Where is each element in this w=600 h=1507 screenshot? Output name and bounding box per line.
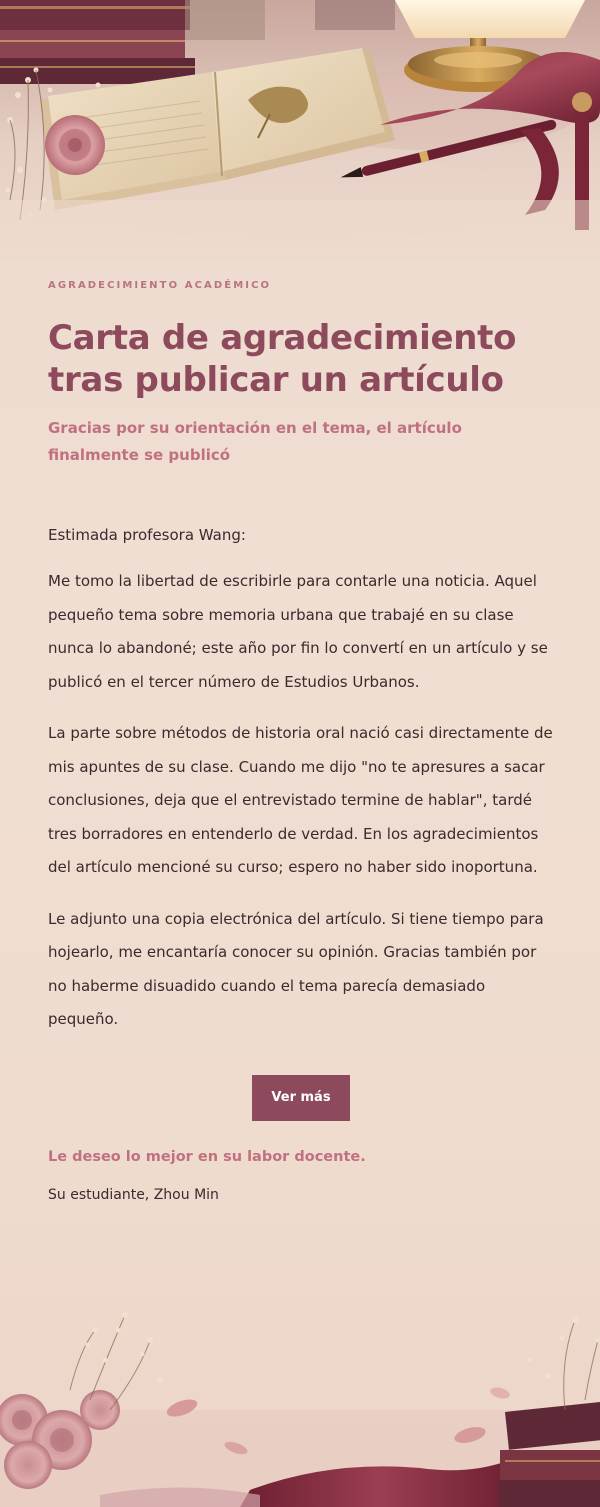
header-illustration — [0, 0, 600, 260]
body-paragraph-2: La parte sobre métodos de historia oral nació casi directamente de mis apuntes de su clase. Cuando me dijo "no te apresures a sacar conclusiones, deja que el entrevistado termine de hablar", tardé tres borradores en entenderlo de verdad. En los agradecimientos del artículo mencioné su curso; espero no haber sido inoportuna. — [48, 724, 553, 876]
subtitle: Gracias por su orientación en el tema, el artículo finalmente se publicó — [48, 419, 462, 464]
eyebrow-label: AGRADECIMIENTO ACADÉMICO — [48, 280, 272, 291]
page-title: Carta de agradecimiento tras publicar un artículo — [48, 318, 517, 400]
footer-illustration — [0, 1290, 600, 1507]
signature: Su estudiante, Zhou Min — [48, 1186, 219, 1203]
greeting: Estimada profesora Wang: — [48, 526, 246, 544]
closing-line: Le deseo lo mejor en su labor docente. — [48, 1148, 366, 1165]
body-paragraph-1: Me tomo la libertad de escribirle para contarle una noticia. Aquel pequeño tema sobre memoria urbana que trabajé en su clase nunca lo abandoné; este año por fin lo convertí en un artículo y se publicó en el tercer número de Estudios Urbanos. — [48, 572, 548, 691]
see-more-button[interactable]: Ver más — [252, 1075, 349, 1121]
body-paragraph-3: Le adjunto una copia electrónica del artículo. Si tiene tiempo para hojearlo, me encantaría conocer su opinión. Gracias también por no haberme disuadido cuando el tema parecía demasiado pequeño. — [48, 909, 544, 1028]
email-content — [48, 280, 554, 1203]
cta-container — [48, 1075, 554, 1121]
